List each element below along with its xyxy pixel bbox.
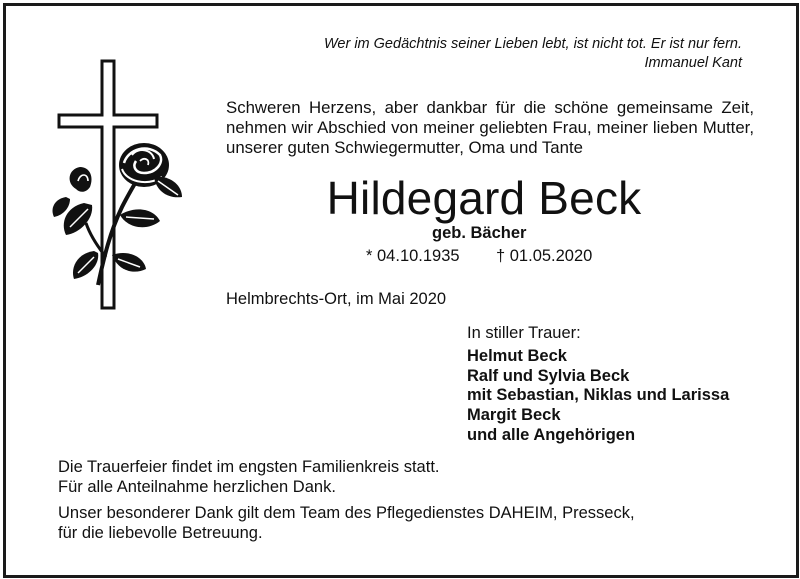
mourner-name: und alle Angehörigen [467,425,636,444]
birth-date: * 04.10.1935 [366,247,460,265]
death-date: † 01.05.2020 [496,247,593,265]
cross-with-rose-icon [36,57,191,312]
intro-text: Schweren Herzens, aber dankbar für die schöne gemeinsame Zeit, nehmen wir Abschied von meiner geliebten Frau, meiner lieben Mutter, unserer guten Schwiegermutter, Oma und Tante [226,98,754,157]
mourners-list [467,347,729,446]
mourner-name: Helmut Beck [467,347,567,365]
closing-line: Für alle Anteilnahme herzlichen Dank. [58,478,336,496]
deceased-name: Hildegard Beck [326,172,642,224]
mourner-name: Margit Beck [467,406,561,425]
quote-text: Wer im Gedächtnis seiner Lieben lebt, ist nicht tot. Er ist nur fern. [323,36,742,52]
closing-line: Unser besonderer Dank gilt dem Team des Pflegedienstes DAHEIM, Presseck, [58,504,635,522]
quote-author: Immanuel Kant [644,55,742,71]
mourning-label: In stiller Trauer: [467,324,581,342]
closing-line: Die Trauerfeier findet im engsten Familienkreis statt. [58,458,440,476]
mourner-name: Ralf und Sylvia Beck [467,366,630,385]
quote-block [324,35,742,73]
place-date: Helmbrechts-Ort, im Mai 2020 [226,290,447,308]
mourner-name: mit Sebastian, Niklas und Larissa [467,386,730,405]
born-name: geb. Bächer [432,224,527,242]
closing-line: für die liebevolle Betreuung. [58,524,263,542]
closing-text [58,457,635,543]
